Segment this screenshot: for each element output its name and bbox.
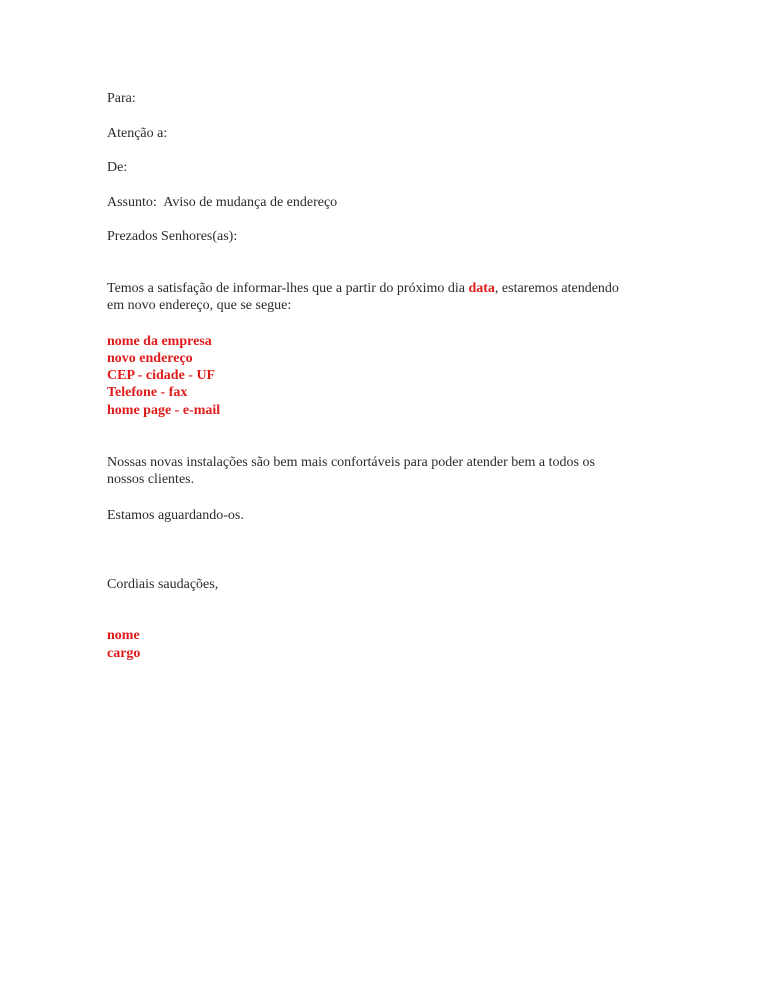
recipient-label: Para:: [107, 91, 136, 106]
company-name-placeholder: nome da empresa: [107, 334, 212, 349]
date-placeholder: data: [468, 281, 495, 296]
body-paragraph-1-line-2: em novo endereço, que se segue:: [107, 298, 292, 313]
body1-text-end: , estaremos atendendo: [494, 281, 619, 296]
body-paragraph-2-line-1: Nossas novas instalações são bem mais confortáveis para poder atender bem a todos os: [107, 455, 595, 470]
new-address-placeholder: novo endereço: [107, 351, 193, 366]
phone-fax-placeholder: Telefone - fax: [107, 385, 188, 400]
signature-title-placeholder: cargo: [107, 646, 141, 661]
signature-name-placeholder: nome: [107, 628, 140, 643]
from-label: De:: [107, 160, 128, 175]
attention-label: Atenção a:: [107, 126, 168, 141]
zip-city-state-placeholder: CEP - cidade - UF: [107, 368, 216, 383]
body-paragraph-2-line-2: nossos clientes.: [107, 472, 195, 487]
body-paragraph-1-line-1: [107, 280, 619, 297]
subject-label: Assunto:: [107, 195, 157, 210]
closing: Cordiais saudações,: [107, 577, 219, 592]
body1-text-start: Temos a satisfação de informar-lhes que a partir do próximo dia: [107, 281, 465, 296]
subject-line: [107, 194, 337, 211]
homepage-email-placeholder: home page - e-mail: [107, 403, 221, 418]
waiting-sentence: Estamos aguardando-os.: [107, 508, 244, 523]
subject-text: Aviso de mudança de endereço: [163, 195, 338, 210]
salutation: Prezados Senhores(as):: [107, 229, 238, 244]
